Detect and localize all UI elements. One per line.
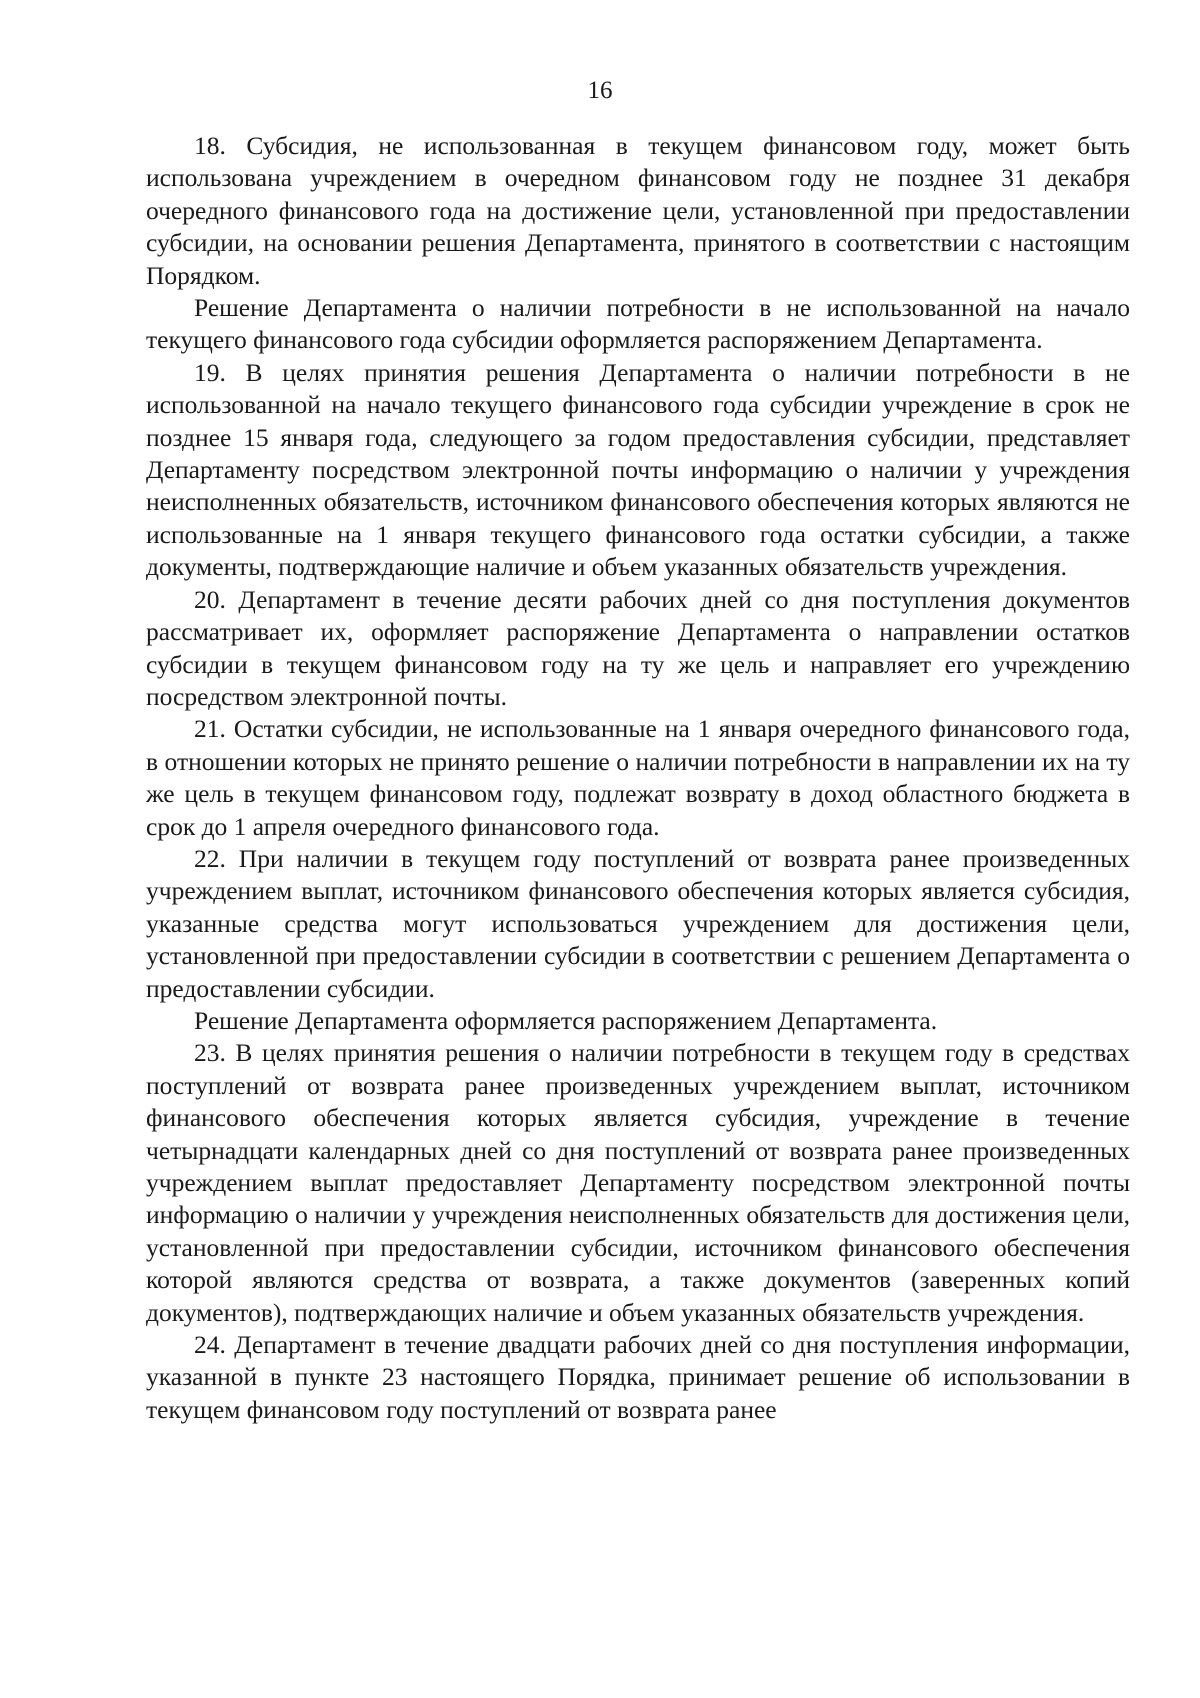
paragraph-23: 23. В целях принятия решения о наличии потребности в текущем году в средствах поступлений от возврата ранее произведенных учреждением выплат, источником финансового обеспечения которых является субсидия, учреждение в течение четырнадцати календарных дней со дня поступлений от возврата ранее произведенных учреждением выплат предоставляет Департаменту посредством электронной почты информацию о наличии у учреждения неисполненных обязательств для достижения цели, установленной при предоставлении субсидии, источником финансового обеспечения которой являются средства от возврата, а также документов (заверенных копий документов), подтверждающих наличие и объем указанных обязательств учреждения.: [146, 1038, 1130, 1327]
paragraph-24: 24. Департамент в течение двадцати рабочих дней со дня поступления информации, указанной в пункте 23 настоящего Порядка, принимает решение об использовании в текущем финансовом году поступлений от возврата ранее: [146, 1330, 1130, 1424]
paragraph-22: 22. При наличии в текущем году поступлений от возврата ранее произведенных учреждением выплат, источником финансового обеспечения которых является субсидия, указанные средства могут использоваться учреждением для достижения цели, установленной при предоставлении субсидии в соответствии с решением Департамента о предоставлении субсидии.: [146, 843, 1130, 1003]
document-body: [146, 130, 1130, 1426]
paragraph-19: 19. В целях принятия решения Департамента о наличии потребности в не использованной на начало текущего финансового года субсидии учреждение в срок не позднее 15 января года, следующего за годом предоставления субсидии, представляет Департаменту посредством электронной почты информацию о наличии у учреждения неисполненных обязательств, источником финансового обеспечения которых являются не использованные на 1 января текущего финансового года остатки субсидии, а также документы, подтверждающие наличие и объем указанных обязательств учреждения.: [146, 357, 1130, 582]
paragraph-20: 20. Департамент в течение десяти рабочих дней со дня поступления документов рассматривает их, оформляет распоряжение Департамента о направлении остатков субсидии в текущем финансовом году на ту же цель и направляет его учреждению посредством электронной почты.: [146, 584, 1130, 711]
paragraph-18-decision: Решение Департамента о наличии потребности в не использованной на начало текущего финансового года субсидии оформляется распоряжением Департамента.: [146, 293, 1130, 355]
paragraph-18: 18. Субсидия, не использованная в текущем финансовом году, может быть использована учреждением в очередном финансовом году не позднее 31 декабря очередного финансового года на достижение цели, установленной при предоставлении субсидии, на основании решения Департамента, принятого в соответствии с настоящим Порядком.: [146, 131, 1130, 290]
page-number: 16: [587, 77, 613, 104]
paragraph-21: 21. Остатки субсидии, не использованные на 1 января очередного финансового года, в отношении которых не принято решение о наличии потребности в направлении их на ту же цель в текущем финансовом году, подлежат возврату в доход областного бюджета в срок до 1 апреля очередного финансового года.: [146, 714, 1130, 841]
paragraph-22-decision: Решение Департамента оформляется распоряжением Департамента.: [194, 1005, 938, 1035]
